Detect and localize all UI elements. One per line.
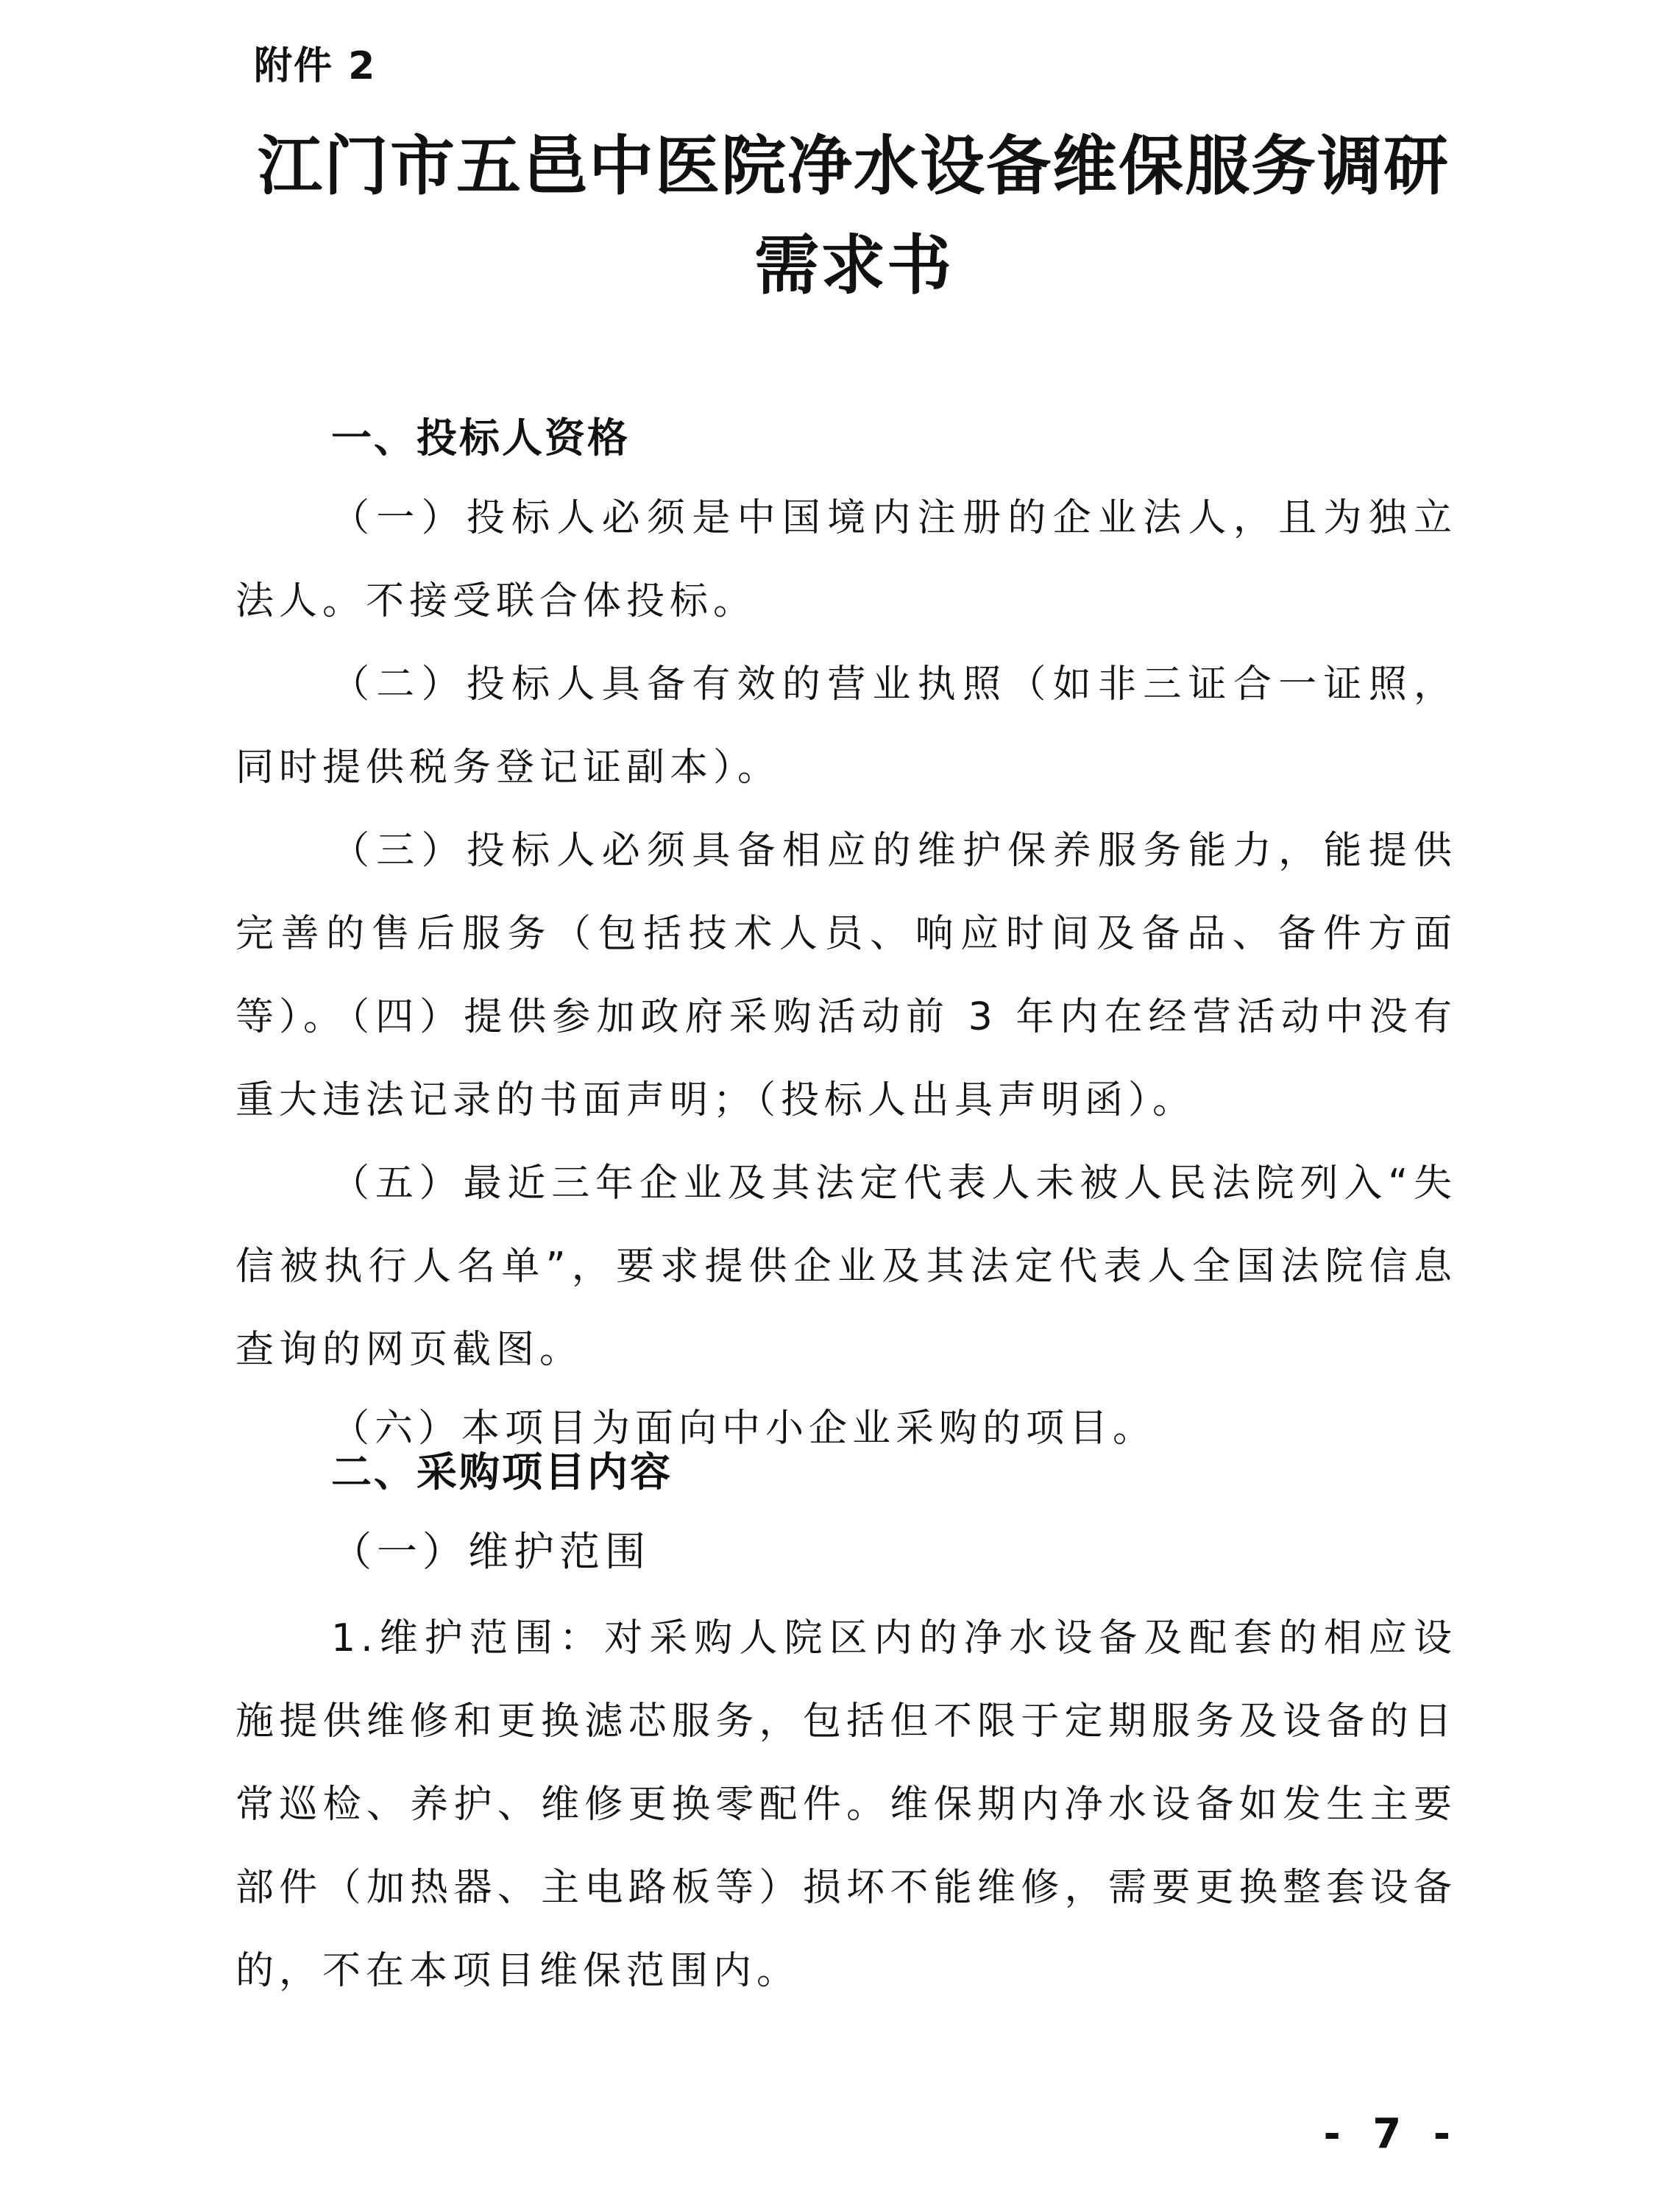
paragraph-qualification-6: （六）本项目为面向中小企业采购的项目。	[331, 1406, 1157, 1451]
document-title-line-2: 需求书	[754, 227, 953, 303]
document-title-line-1: 江门市五邑中医院净水设备维保服务调研	[257, 127, 1450, 204]
section-heading-procurement-content: 二、采购项目内容	[331, 1448, 673, 1496]
paragraph-qualification-1: （一）投标人必须是中国境内注册的企业法人，且为独立法人。不接受联合体投标。	[235, 496, 1457, 623]
paragraph-qualification-3: （三）投标人必须具备相应的维护保养服务能力，能提供完善的售后服务（包括技术人员、响应时间及备品、备件方面等）。	[235, 829, 1457, 1039]
paragraph-qualification-5: （五）最近三年企业及其法定代表人未被人民法院列入“失信被执行人名单”，要求提供企业及其法定代表人全国法院信息查询的网页截图。	[235, 1161, 1457, 1372]
paragraph-qualification-4: （四）提供参加政府采购活动前 3 年内在经营活动中没有重大违法记录的书面声明；（投标人出具声明函）。	[235, 995, 1457, 1122]
sub-heading-maintenance-scope: （一）维护范围	[331, 1528, 651, 1575]
page-number: - 7 -	[1323, 2110, 1459, 2158]
paragraph-maintenance-scope: 1.维护范围：对采购人院区内的净水设备及配套的相应设施提供维修和更换滤芯服务，包括但不限于定期服务及设备的日常巡检、养护、维修更换零配件。维保期内净水设备如发生主要部件（加热器、主电路板等）损坏不能维修，需要更换整套设备的，不在本项目维保范围内。	[235, 1616, 1457, 1993]
paragraph-qualification-2: （二）投标人具备有效的营业执照（如非三证合一证照，同时提供税务登记证副本）。	[235, 662, 1457, 790]
section-heading-bidder-qualification: 一、投标人资格	[331, 414, 631, 461]
attachment-label: 附件 2	[254, 44, 377, 88]
